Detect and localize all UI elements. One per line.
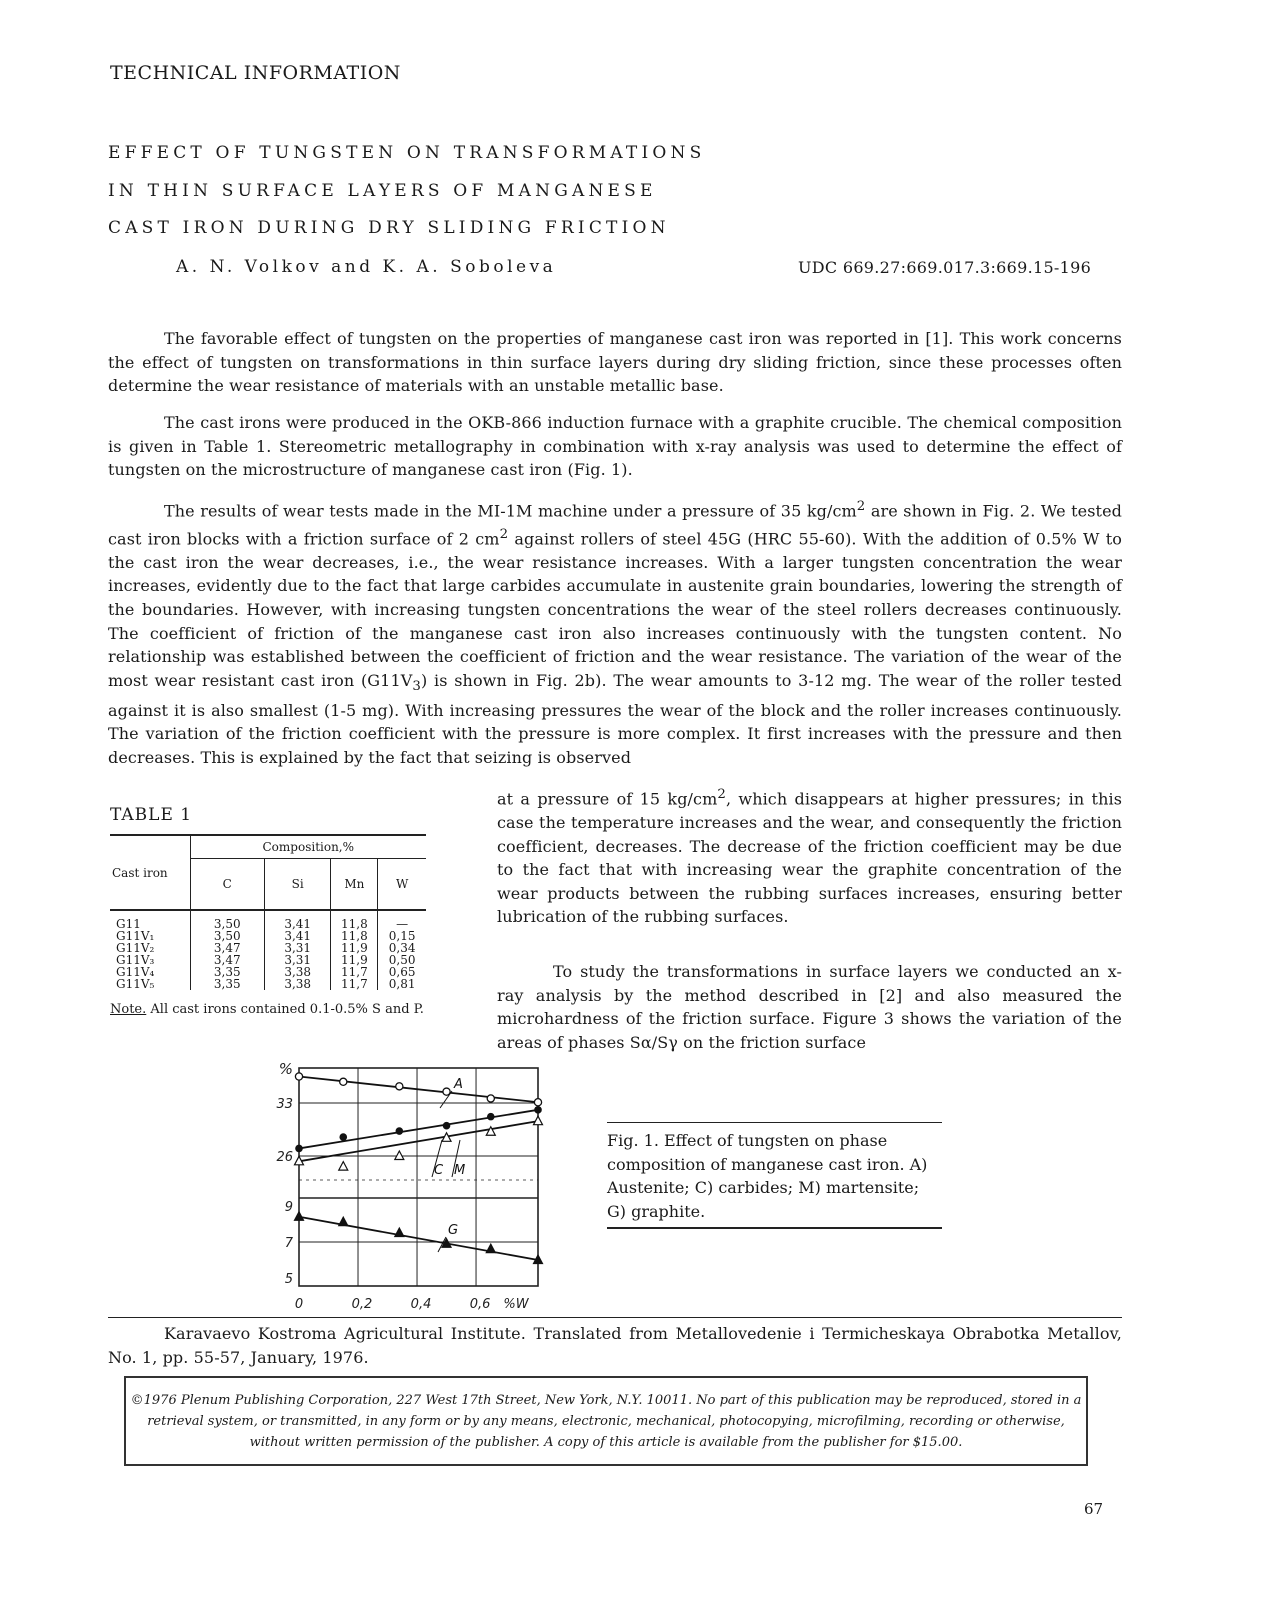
table-cell-value: 0,15 (388, 929, 416, 943)
table-cell-value: 3,47 (213, 953, 241, 967)
y-tick-label: 33 (276, 1097, 293, 1112)
table-cell-value: G11V₃ (116, 953, 155, 967)
series-label: C (434, 1163, 444, 1178)
affiliation-text: Karavaevo Kostroma Agricultural Institute. Translated from Metallovedenie i Termicheskaya Obrabotka Metallov, No. 1, pp. 55-57, January, 1976. (108, 1324, 1122, 1367)
table-note (110, 1000, 430, 1020)
data-point-C (534, 1106, 542, 1114)
paragraph-text: The cast irons were produced in the OKB-866 induction furnace with a graphite crucible. The chemical composition is given in Table 1. Stereometric metallography in combination with x-ray analysis was used to determine the effect of tungsten on the microstructure of manganese cast iron (Fig. 1). (108, 413, 1122, 480)
series-label: G (448, 1223, 459, 1238)
data-point-C (295, 1145, 303, 1153)
copyright-text: ©1976 Plenum Publishing Corporation, 227 West 17th Street, New York, N.Y. 10011. No part of this publication may be reproduced, stored in a retrieval system, or transmitted, in any form or by any means, electronic, mechanical, photocopying, microfilming, recording or otherwise, without written permission of the publisher. A copy of this article is available from the publisher for $15.00. (130, 1393, 1082, 1450)
composition-table (110, 834, 426, 990)
data-point-A (340, 1078, 347, 1085)
table-col-header: Mn (331, 859, 378, 911)
paragraph-text: The results of wear tests made in the MI-1M machine under a pressure of 35 kg/cm (164, 501, 857, 521)
table-group-header: Composition,% (190, 835, 426, 859)
table-cell (190, 910, 264, 990)
table-cell-value: 3,35 (213, 977, 241, 991)
series-line-M (299, 1121, 538, 1161)
table-cell-value: 11,7 (340, 965, 368, 979)
table-cell-value: G11V₅ (116, 977, 155, 991)
table-cell-value: G11V₂ (116, 941, 155, 955)
paragraph-text: are shown in Fig. 2. We tested cast iron blocks with a friction surface of 2 cm (108, 501, 1122, 549)
table-cell-value: 3,31 (284, 941, 312, 955)
table-cell-value: 3,38 (284, 977, 312, 991)
note-text: All cast irons contained 0.1-0.5% S and P. (146, 1002, 424, 1017)
table-label: TABLE 1 (110, 805, 193, 825)
table-cell-value: 11,9 (340, 953, 368, 967)
data-point-G (486, 1244, 495, 1253)
y-axis-label: % (278, 1060, 293, 1078)
data-point-G (395, 1228, 404, 1237)
data-point-G (295, 1212, 304, 1221)
series-line-G (299, 1217, 538, 1260)
footer-rule (108, 1317, 1122, 1318)
subscript: 3 (412, 679, 421, 694)
paragraph-wear-results (108, 495, 1122, 769)
superscript: 2 (856, 499, 866, 514)
paragraph-text: The favorable effect of tungsten on the properties of manganese cast iron was reported in [1]. This work concerns the effect of tungsten on transformations in thin surface layers during dry sliding friction, since these processes often determine the wear resistance of materials with an unstable metallic base. (108, 329, 1122, 396)
article-title (108, 135, 705, 248)
y-tick-label: 5 (284, 1272, 293, 1287)
note-label: Note. (110, 1002, 147, 1017)
paragraph-text: against rollers of steel 45G (HRC 55-60). With the addition of 0.5% W to the cast iron the wear decreases, i.e., the wear resistance increases. With a larger tungsten concentration the wear increases, evidently due to the fact that large carbides accumulate in austenite grain boundaries, lowering the strength of the boundaries. However, with increasing tungsten concentrations the wear of the steel rollers decreases continuously. The coefficient of friction of the manganese cast iron also increases continuously with the tungsten content. No relationship was established between the coefficient of friction and the wear resistance. The variation of the wear of the most wear resistant cast iron (G11V (108, 529, 1122, 690)
series-label: M (454, 1163, 466, 1178)
section-label: TECHNICAL INFORMATION (110, 62, 401, 84)
table-cell-value: 3,50 (213, 929, 241, 943)
table-cell-value: 3,31 (284, 953, 312, 967)
authors: A. N. Volkov and K. A. Soboleva (176, 257, 557, 277)
table-cell-value: 11,8 (340, 929, 368, 943)
page-number: 67 (1084, 1500, 1104, 1518)
paragraph-text: at a pressure of 15 kg/cm (497, 789, 718, 809)
table-cell-value: G11V₄ (116, 965, 155, 979)
table-cell-value: 3,47 (213, 941, 241, 955)
data-point-C (487, 1113, 495, 1121)
y-tick-label: 7 (284, 1236, 293, 1251)
paragraph-text: , which disappears at higher pressures; in this case the temperature increases and the wear, and consequently the friction coefficient, decreases. The decrease of the friction coefficient may be due to the fact that with increasing wear the graphite concentration of the wear products between the rubbing surfaces increases, ensuring better lubrication of the rubbing surfaces. (497, 789, 1123, 927)
data-point-M (395, 1151, 404, 1160)
table-cell-value: G11V₁ (116, 929, 155, 943)
title-line: IN THIN SURFACE LAYERS OF MANGANESE (108, 180, 657, 201)
paragraph-materials (108, 411, 1122, 482)
copyright-box (124, 1376, 1088, 1466)
table-col-header: C (190, 859, 264, 911)
table-cell-value: G11 (116, 917, 141, 931)
table-cell-value: 0,65 (388, 965, 416, 979)
data-point-M (534, 1116, 543, 1125)
table-row-header: Cast iron (110, 835, 190, 910)
table-cell-value: 3,41 (284, 917, 312, 931)
x-axis-label: %W (503, 1297, 529, 1312)
series-line-C (299, 1110, 538, 1149)
data-point-A (396, 1083, 403, 1090)
series-label: A (454, 1077, 463, 1092)
table-cell-value: 0,50 (388, 953, 416, 967)
title-line: CAST IRON DURING DRY SLIDING FRICTION (108, 218, 670, 238)
paragraph-intro (108, 327, 1122, 398)
data-point-A (487, 1095, 494, 1102)
table-cell-value: 11,7 (340, 977, 368, 991)
table-cell-value: 3,50 (213, 917, 241, 931)
paragraph-text: ) is shown in Fig. 2b). The wear amounts to 3-12 mg. The wear of the roller tested against it is also smallest (1-5 mg). With increasing pressures the wear of the block and the roller increases continuously. The variation of the friction coefficient with the pressure is more complex. It first increases with the pressure and then decreases. This is explained by the fact that seizing is observed (108, 670, 1122, 767)
figure1-chart (262, 1056, 562, 1316)
data-point-A (443, 1088, 450, 1095)
x-tick-label: 0,6 (469, 1297, 491, 1312)
title-line: EFFECT OF TUNGSTEN ON TRANSFORMATIONS (108, 143, 706, 163)
table-cell (110, 910, 190, 990)
data-point-A (534, 1099, 541, 1106)
paragraph-wear-continued (497, 783, 1122, 929)
table-cell-value: 0,34 (388, 941, 416, 955)
data-point-C (396, 1127, 404, 1135)
udc-code: UDC 669.27:669.017.3:669.15-196 (798, 258, 1092, 277)
table-cell-value: 11,8 (340, 917, 368, 931)
table-cell-value: — (396, 917, 409, 931)
x-tick-label: 0 (294, 1297, 304, 1312)
data-point-A (295, 1073, 302, 1080)
x-tick-label: 0,4 (410, 1297, 432, 1312)
affiliation (108, 1322, 1122, 1369)
table-cell (378, 910, 426, 990)
table-cell (331, 910, 378, 990)
table-cell-value: 3,35 (213, 965, 241, 979)
figure1-caption: Fig. 1. Effect of tungsten on phase composition of manganese cast iron. A) Austenite; C) carbides; M) martensite; G) graphite. (607, 1122, 942, 1229)
x-tick-label: 0,2 (351, 1297, 373, 1312)
data-point-G (339, 1217, 348, 1226)
paragraph-text: To study the transformations in surface layers we conducted an x-ray analysis by the method described in [2] and also measured the microhardness of the friction surface. Figure 3 shows the variation of the areas of phases Sα/Sγ on the friction surface (497, 962, 1122, 1052)
data-point-M (339, 1162, 348, 1171)
table-cell-value: 3,41 (284, 929, 312, 943)
table-cell (264, 910, 331, 990)
y-tick-label: 26 (276, 1150, 293, 1165)
table-cell-value: 11,9 (340, 941, 368, 955)
series-line-A (299, 1077, 538, 1103)
table-cell-value: 3,38 (284, 965, 312, 979)
paragraph-xray (497, 960, 1122, 1054)
table-col-header: W (378, 859, 426, 911)
y-tick-label: 9 (284, 1200, 293, 1215)
table-cell-value: 0,81 (388, 977, 416, 991)
superscript: 2 (717, 787, 726, 802)
table-col-header: Si (264, 859, 331, 911)
superscript: 2 (499, 526, 509, 542)
data-point-C (339, 1133, 347, 1141)
data-point-C (443, 1122, 451, 1130)
